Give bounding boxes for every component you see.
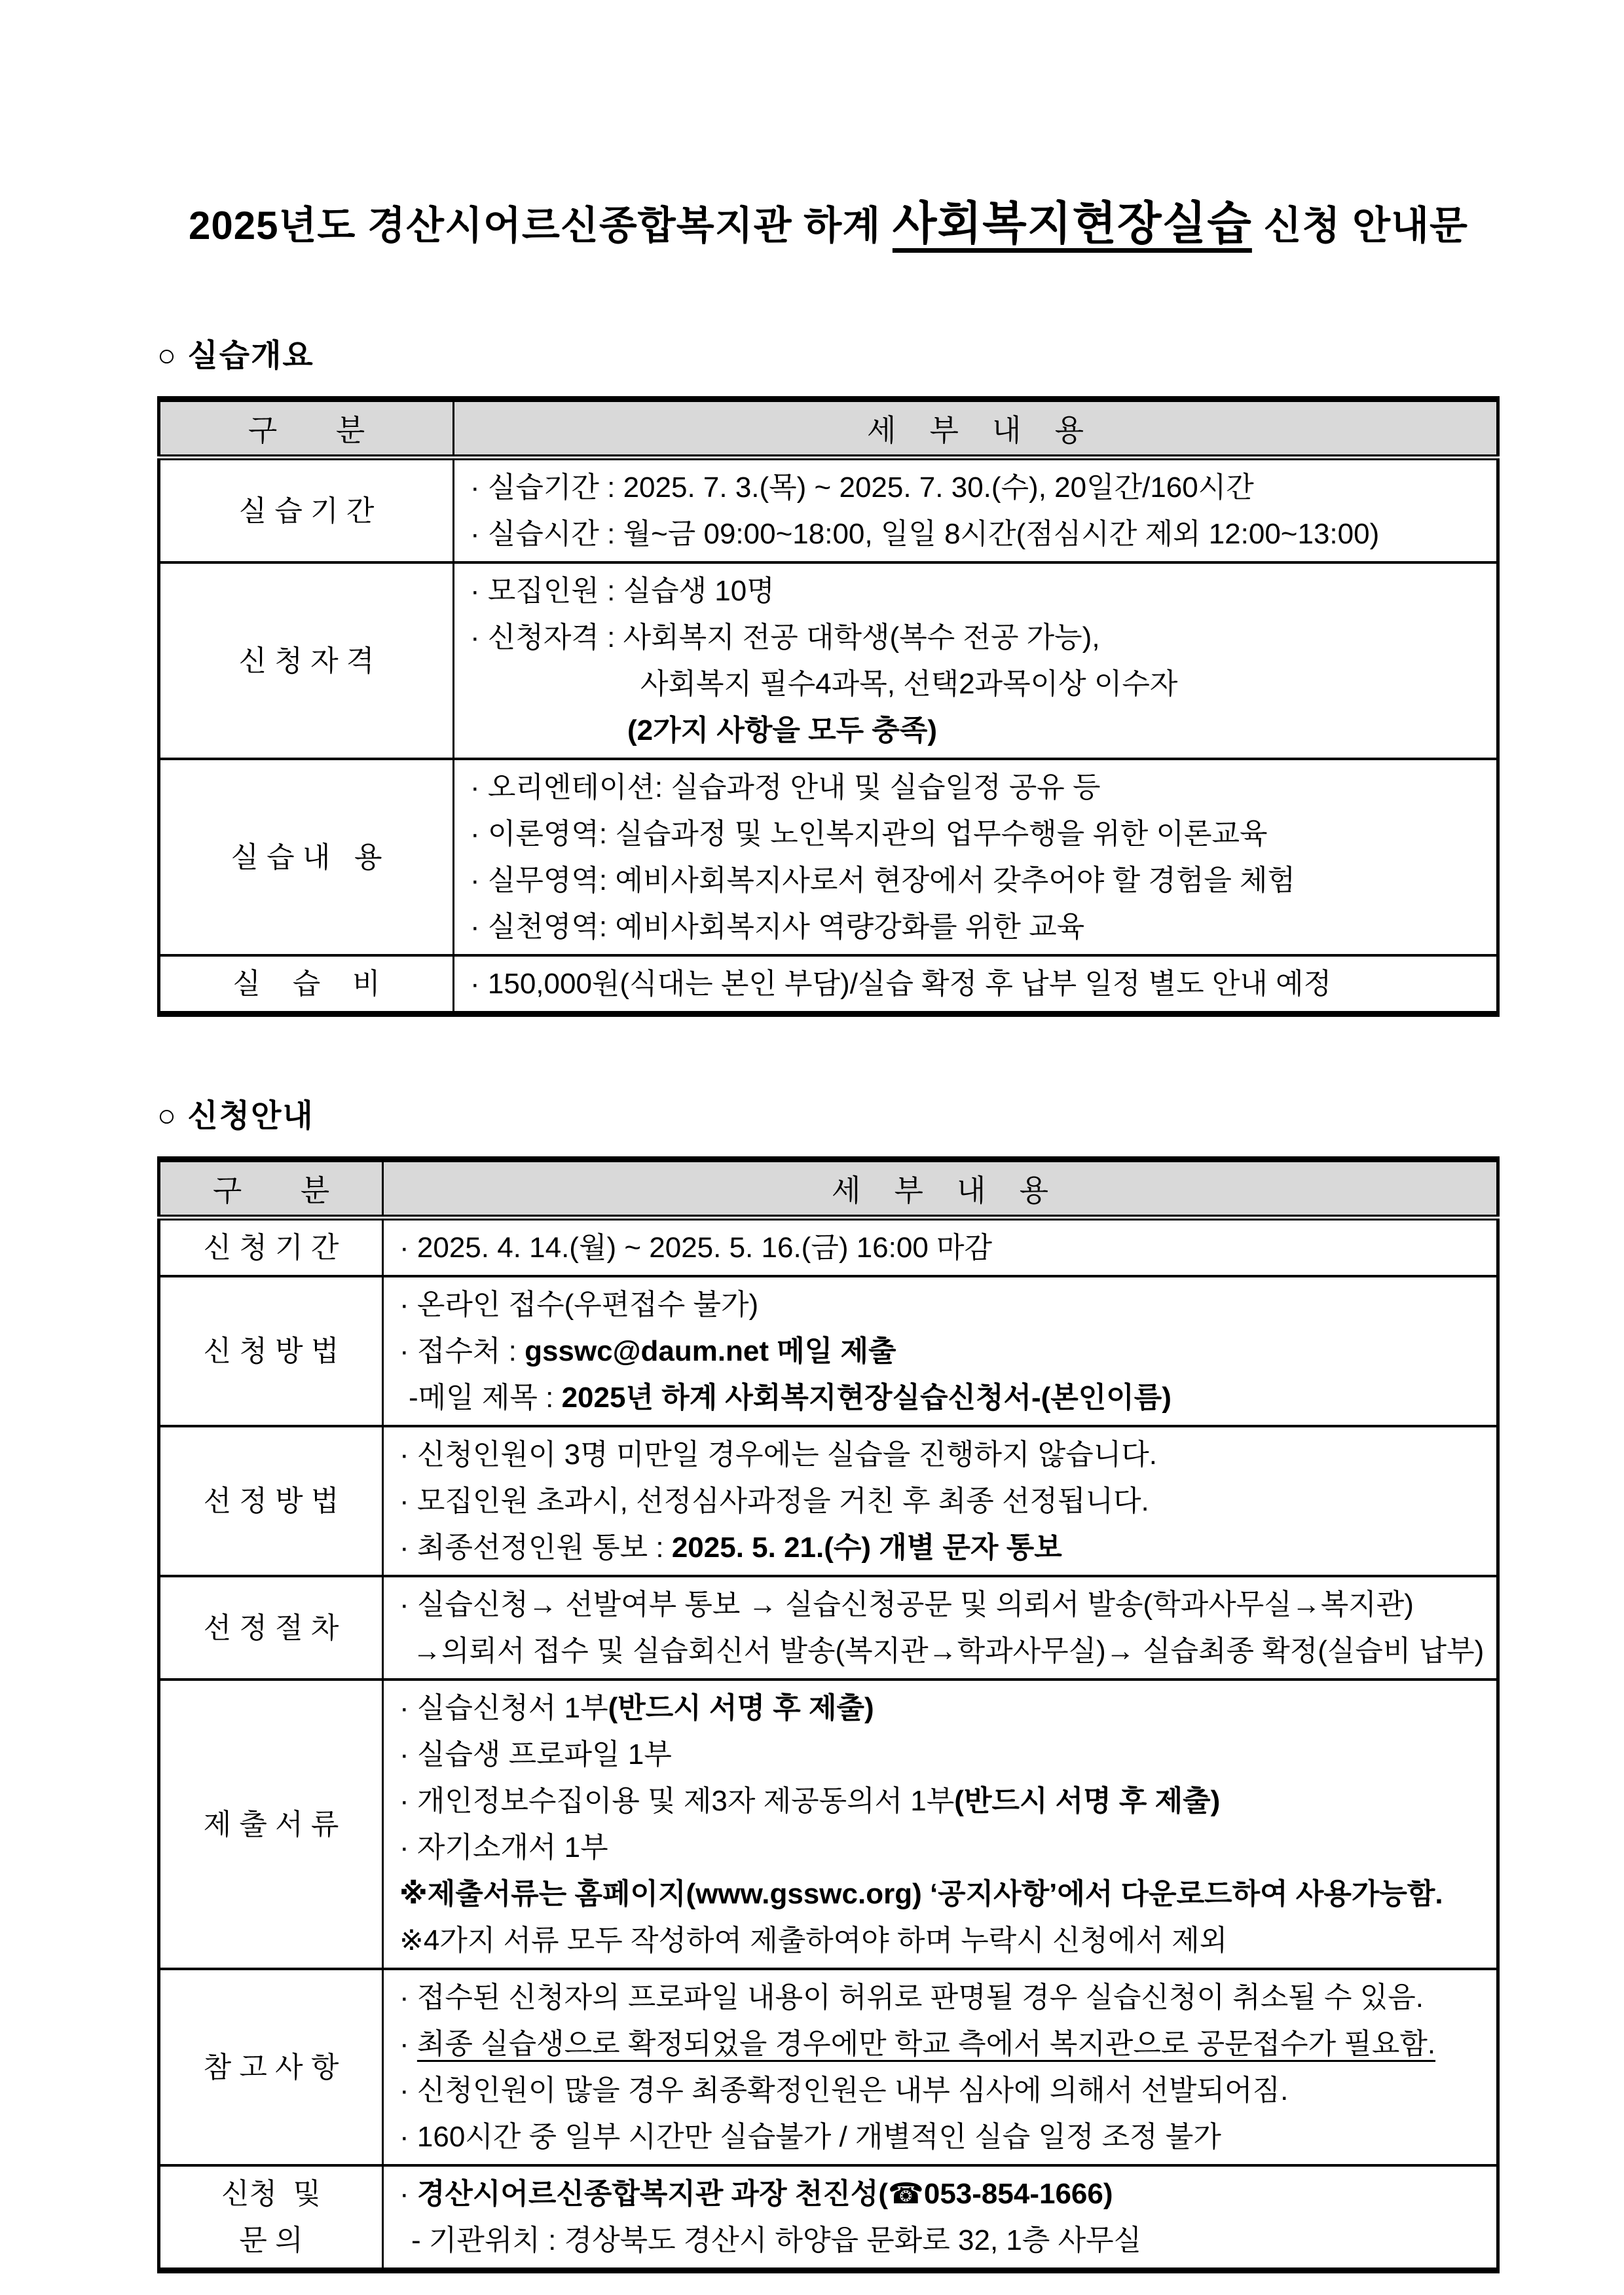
overview-table [157,396,1500,1017]
row-content [383,2165,1498,2271]
section-heading-application: ○ 신청안내 [157,1099,314,1133]
content-line [470,614,1486,661]
text-segment: · 실습시간 : 월~금 09:00~18:00, 일일 8시간(점심시간 제외 12:00~13:00) [470,518,1380,550]
text-segment: · 실천영역: 예비사회복지사 역량강화를 위한 교육 [470,911,1085,943]
row-label [159,1426,383,1576]
application-table [157,1156,1500,2273]
text-segment: · 신청인원이 3명 미만일 경우에는 실습을 진행하지 않습니다. [399,1439,1158,1471]
row-label [159,2165,383,2271]
content-line [399,1374,1486,1421]
table-head [159,399,1498,458]
row-label [159,759,454,955]
text-segment: ※4가지 서류 모두 작성하여 제출하여야 하며 누락시 신청에서 제외 [399,1924,1228,1956]
text-segment: · 이론영역: 실습과정 및 노인복지관의 업무수행을 위한 이론교육 [470,818,1268,850]
text-segment: · 160시간 중 일부 시간만 실습불가 / 개별적인 실습 일정 조정 불가 [399,2121,1221,2153]
row-content [454,955,1498,1014]
content-line [399,1524,1486,1571]
table-body [159,458,1498,1014]
table-row [159,1680,1498,1969]
text-segment: →의뢰서 접수 및 실습회신서 발송(복지관→학과사무실)→ 실습최종 확정(실습비 납부) [413,1635,1485,1667]
row-label-line: 신청 및 [221,2178,321,2210]
text-segment: · 자기소개서 1부 [399,1831,608,1864]
row-label-line: 신 청 방 법 [203,1335,339,1367]
content-line [399,1974,1486,2021]
table-row [159,562,1498,759]
row-content [383,1218,1498,1277]
table-row [159,1426,1498,1576]
row-label-line: 선 정 절 차 [203,1611,339,1644]
header-row [159,1160,1498,1218]
table-row [159,2165,1498,2271]
text-segment: · 최종선정인원 통보 : [399,1532,672,1564]
row-label [159,1969,383,2165]
text-segment: · 접수된 신청자의 프로파일 내용이 허위로 판명될 경우 실습신청이 취소될 수 있음. [399,1981,1424,2013]
row-label [159,458,454,563]
row-label [159,1576,383,1680]
text-segment: 최종 실습생으로 확정되었을 경우에만 학교 측에서 복지관으로 공문접수가 필요함. [416,2028,1436,2060]
table-row [159,1576,1498,1680]
table-body [159,1218,1498,2271]
row-content [454,458,1498,563]
row-label-line: 실 습 내 용 [231,841,382,873]
content-line [470,707,1486,754]
row-label [159,1218,383,1277]
text-segment: · 실무영역: 예비사회복지사로서 현장에서 갖추어야 할 경험을 체험 [470,864,1296,896]
text-segment: · 모집인원 초과시, 선정심사과정을 거친 후 최종 선정됩니다. [399,1485,1149,1517]
text-segment: · 실습신청→ 선발여부 통보 → 실습신청공문 및 의뢰서 발송(학과사무실→복지관) [399,1588,1414,1621]
content-line [399,2067,1486,2114]
text-segment: (반드시 서명 후 제출) [608,1692,874,1724]
text-segment: · 접수처 : [399,1335,525,1367]
row-label-line: 실 습 기 간 [238,494,375,527]
content-line [399,1478,1486,1524]
content-line [470,961,1486,1007]
text-segment: · 신청자격 : 사회복지 전공 대학생(복수 전공 가능), [470,621,1100,653]
text-segment: - 기관위치 : 경상북도 경산시 하양읍 문화로 32, 1층 사무실 [411,2224,1142,2256]
column-header-category: 구 분 [159,1160,383,1218]
text-segment: 사회복지 필수4과목, 선택2과목이상 이수자 [640,668,1178,700]
content-line [399,1871,1486,1917]
content-line [399,1824,1486,1871]
content-line [470,661,1486,707]
text-segment: · 오리엔테이션: 실습과정 안내 및 실습일정 공유 등 [470,771,1101,803]
content-line [470,857,1486,904]
row-content [383,1426,1498,1576]
content-line [399,1224,1486,1271]
text-segment: · 실습신청서 1부 [399,1692,608,1724]
row-label-line: 참 고 사 항 [203,2051,339,2084]
content-line [470,568,1486,614]
row-label-line: 실 습 비 [232,968,380,1000]
row-content [383,1576,1498,1680]
row-label [159,1276,383,1426]
column-header-details: 세 부 내 용 [454,399,1498,458]
column-header-details: 세 부 내 용 [383,1160,1498,1218]
table-row [159,1969,1498,2165]
row-label-line: 문 의 [239,2224,303,2256]
row-label [159,1680,383,1969]
row-label-line: 제 출 서 류 [203,1808,339,1841]
table-row [159,759,1498,955]
row-content [454,759,1498,955]
row-label [159,562,454,759]
column-header-category: 구 분 [159,399,454,458]
text-segment: · 신청인원이 많을 경우 최종확정인원은 내부 심사에 의해서 선발되어짐. [399,2074,1289,2106]
table-row [159,458,1498,563]
text-segment: 2025. 5. 21.(수) 개별 문자 통보 [671,1532,1062,1564]
text-segment: -메일 제목 : [409,1382,562,1414]
content-line [470,904,1486,950]
content-line [399,1431,1486,1478]
row-content [383,1680,1498,1969]
text-segment: 2025년 하계 사회복지현장실습신청서-(본인이름) [561,1382,1172,1414]
text-segment: gsswc@daum.net 메일 제출 [525,1335,896,1367]
text-segment: · [399,2178,417,2210]
content-line [470,464,1486,511]
document-title [157,187,1500,253]
text-segment: · 150,000원(식대는 본인 부담)/실습 확정 후 납부 일정 별도 안내 예정 [470,968,1332,1000]
content-line [399,1581,1486,1628]
row-label-line: 선 정 방 법 [203,1485,339,1517]
text-segment: · 실습기간 : 2025. 7. 3.(목) ~ 2025. 7. 30.(수), 20일간/160시간 [470,471,1254,504]
text-segment: · 온라인 접수(우편접수 불가) [399,1289,759,1321]
row-content [383,1276,1498,1426]
section-heading-overview: ○ 실습개요 [157,339,314,373]
row-content [383,1969,1498,2165]
table-row [159,1218,1498,1277]
table-head [159,1160,1498,1218]
text-segment: · 2025. 4. 14.(월) ~ 2025. 5. 16.(금) 16:00 마감 [399,1232,993,1264]
content-line [470,811,1486,857]
text-segment: (반드시 서명 후 제출) [954,1785,1221,1817]
text-segment: (2가지 사항을 모두 충족) [627,714,937,746]
content-line [399,1778,1486,1824]
content-line [399,2171,1486,2217]
title-suffix: 신청 안내문 [1251,204,1468,248]
content-line [399,2114,1486,2160]
title-prefix: 2025년도 경산시어르신종합복지관 하계 [189,204,893,248]
content-line [399,1328,1486,1374]
table-row [159,955,1498,1014]
content-line [399,1281,1486,1328]
content-line [470,764,1486,811]
header-row [159,399,1498,458]
title-highlight-underlined: 사회복지현장실습 [892,198,1252,249]
row-label-line: 신 청 자 격 [238,644,375,677]
text-segment: 경산시어르신종합복지관 과장 천진성(☎053-854-1666) [416,2178,1113,2210]
row-content [454,562,1498,759]
content-line [470,511,1486,557]
row-label [159,955,454,1014]
content-line [399,1685,1486,1731]
text-segment: · 실습생 프로파일 1부 [399,1738,672,1771]
content-line [399,1917,1486,1964]
row-label-line: 신 청 기 간 [203,1232,339,1264]
text-segment: · 모집인원 : 실습생 10명 [470,575,775,607]
content-line [399,2021,1486,2067]
content-line [399,1731,1486,1778]
text-segment: · [399,2028,417,2060]
text-segment: · 개인정보수집이용 및 제3자 제공동의서 1부 [399,1785,955,1817]
text-segment: ※제출서류는 홈페이지(www.gsswc.org) ‘공지사항’에서 다운로드하여 사용가능함. [399,1878,1443,1910]
content-line [399,2217,1486,2264]
table-row [159,1276,1498,1426]
content-line [399,1628,1486,1674]
